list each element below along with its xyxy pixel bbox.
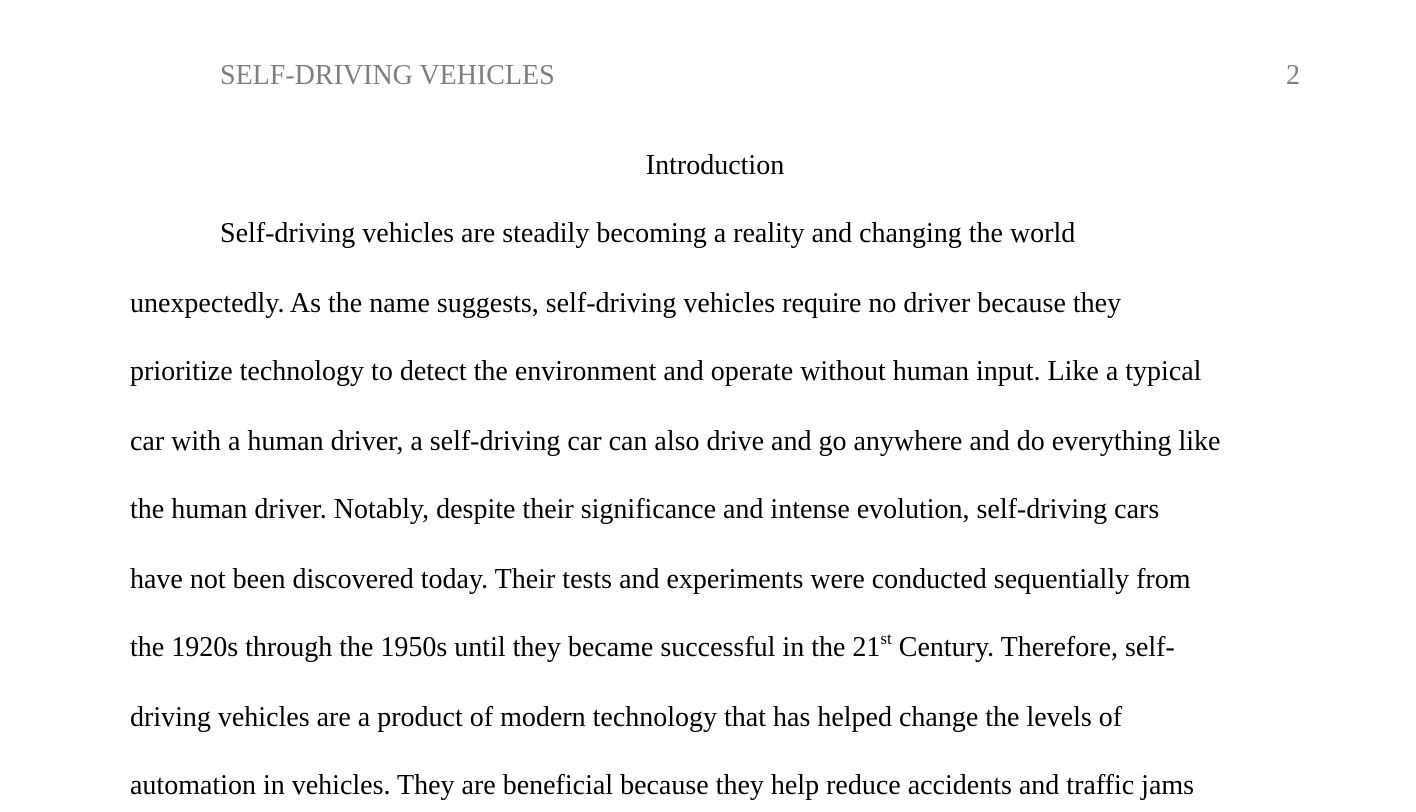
paragraph-line: unexpectedly. As the name suggests, self-driving vehicles require no driver because they xyxy=(130,288,1122,319)
paragraph-line: car with a human driver, a self-driving car can also drive and go anywhere and do everything like xyxy=(130,426,1221,457)
paragraph-line: the human driver. Notably, despite their significance and intense evolution, self-driving cars xyxy=(130,494,1160,525)
line-text: the 1920s through the 1950s until they became successful in the 21 xyxy=(130,632,881,663)
page-number: 2 xyxy=(1286,60,1300,91)
paragraph-line: prioritize technology to detect the environment and operate without human input. Like a typical xyxy=(130,356,1202,387)
paragraph-line-with-superscript xyxy=(130,630,1175,666)
ordinal-superscript: st xyxy=(880,628,892,648)
paragraph-line: automation in vehicles. They are beneficial because they help reduce accidents and traffic jams xyxy=(130,770,1195,801)
running-head: SELF-DRIVING VEHICLES xyxy=(220,60,555,91)
paragraph-line: Self-driving vehicles are steadily becoming a reality and changing the world xyxy=(220,218,1076,249)
paragraph-line: have not been discovered today. Their tests and experiments were conducted sequentially from xyxy=(130,564,1191,595)
paragraph-line: driving vehicles are a product of modern technology that has helped change the levels of xyxy=(130,702,1123,733)
line-text-continued: Century. Therefore, self- xyxy=(891,632,1175,663)
section-heading: Introduction xyxy=(645,150,785,181)
